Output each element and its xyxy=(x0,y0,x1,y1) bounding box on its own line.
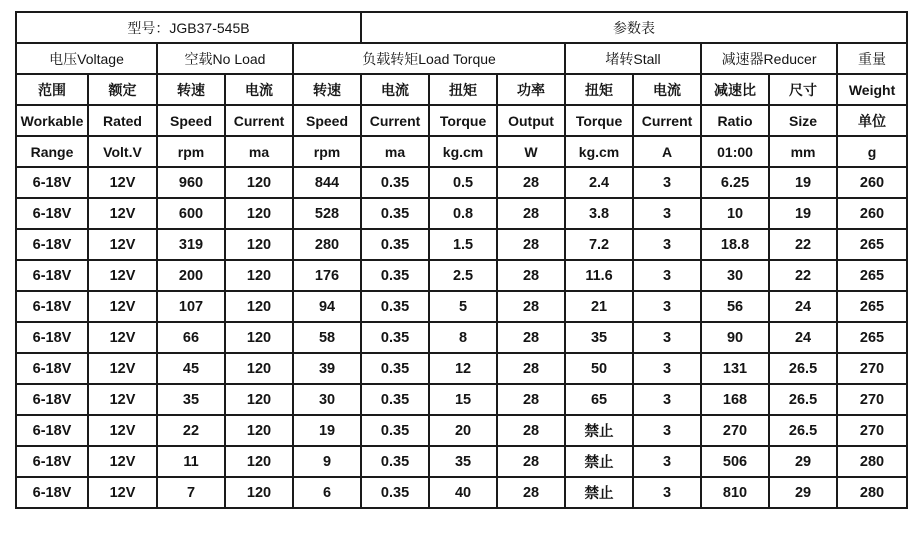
table-cell: 7 xyxy=(157,477,225,508)
table-cell: 506 xyxy=(701,446,769,477)
table-cell: 1.5 xyxy=(429,229,497,260)
table-cell: 禁止 xyxy=(565,477,633,508)
table-cell: 6-18V xyxy=(16,353,88,384)
table-cell: 0.35 xyxy=(361,446,429,477)
header-cell: Weight xyxy=(837,74,907,105)
table-cell: 12 xyxy=(429,353,497,384)
header-cell: 电流 xyxy=(633,74,701,105)
table-cell: 65 xyxy=(565,384,633,415)
table-cell: 58 xyxy=(293,322,361,353)
table-cell: 35 xyxy=(565,322,633,353)
table-cell: 22 xyxy=(769,260,837,291)
table-cell: 265 xyxy=(837,229,907,260)
table-cell: 0.35 xyxy=(361,198,429,229)
table-cell: 0.8 xyxy=(429,198,497,229)
table-cell: 28 xyxy=(497,291,565,322)
table-cell: 107 xyxy=(157,291,225,322)
table-cell: 45 xyxy=(157,353,225,384)
table-row xyxy=(16,446,907,477)
table-cell: 120 xyxy=(225,477,293,508)
header-cell: 转速 xyxy=(157,74,225,105)
table-cell: 19 xyxy=(293,415,361,446)
parameter-table xyxy=(15,11,908,509)
table-cell: 3 xyxy=(633,415,701,446)
table-cell: 禁止 xyxy=(565,415,633,446)
group-voltage: 电压Voltage xyxy=(16,43,157,74)
header-cell: Speed xyxy=(293,105,361,136)
table-cell: 12V xyxy=(88,415,157,446)
table-cell: 7.2 xyxy=(565,229,633,260)
table-cell: 12V xyxy=(88,384,157,415)
table-cell: 28 xyxy=(497,384,565,415)
header-cell: mm xyxy=(769,136,837,167)
table-cell: 270 xyxy=(837,384,907,415)
header-cell: Output xyxy=(497,105,565,136)
group-reducer: 减速器Reducer xyxy=(701,43,837,74)
table-cell: 0.35 xyxy=(361,229,429,260)
model-title: 型号：JGB37-545B xyxy=(16,12,361,43)
table-cell: 176 xyxy=(293,260,361,291)
table-cell: 120 xyxy=(225,415,293,446)
group-header-row xyxy=(16,43,907,74)
table-cell: 26.5 xyxy=(769,384,837,415)
table-cell: 0.35 xyxy=(361,384,429,415)
table-cell: 29 xyxy=(769,477,837,508)
table-cell: 6-18V xyxy=(16,260,88,291)
header-cell: Ratio xyxy=(701,105,769,136)
header-cell: Torque xyxy=(429,105,497,136)
table-cell: 2.4 xyxy=(565,167,633,198)
table-cell: 29 xyxy=(769,446,837,477)
table-cell: 12V xyxy=(88,446,157,477)
table-cell: 3 xyxy=(633,167,701,198)
table-cell: 12V xyxy=(88,291,157,322)
header-cell: Range xyxy=(16,136,88,167)
table-cell: 265 xyxy=(837,291,907,322)
table-cell: 30 xyxy=(293,384,361,415)
table-cell: 28 xyxy=(497,260,565,291)
table-row xyxy=(16,260,907,291)
header-cell: 扭矩 xyxy=(565,74,633,105)
table-cell: 6-18V xyxy=(16,446,88,477)
table-cell: 12V xyxy=(88,322,157,353)
table-cell: 6 xyxy=(293,477,361,508)
table-cell: 94 xyxy=(293,291,361,322)
table-row xyxy=(16,291,907,322)
table-cell: 0.35 xyxy=(361,477,429,508)
header-cell: g xyxy=(837,136,907,167)
table-row xyxy=(16,322,907,353)
table-cell: 12V xyxy=(88,477,157,508)
table-cell: 120 xyxy=(225,384,293,415)
table-cell: 35 xyxy=(429,446,497,477)
column-headers xyxy=(16,74,907,167)
table-cell: 30 xyxy=(701,260,769,291)
table-row xyxy=(16,167,907,198)
table-cell: 28 xyxy=(497,446,565,477)
table-cell: 280 xyxy=(837,477,907,508)
table-cell: 2.5 xyxy=(429,260,497,291)
table-cell: 260 xyxy=(837,167,907,198)
table-cell: 6-18V xyxy=(16,384,88,415)
table-cell: 319 xyxy=(157,229,225,260)
table-cell: 11.6 xyxy=(565,260,633,291)
table-cell: 200 xyxy=(157,260,225,291)
header-cell: ma xyxy=(225,136,293,167)
table-cell: 120 xyxy=(225,322,293,353)
table-cell: 6-18V xyxy=(16,322,88,353)
table-cell: 6-18V xyxy=(16,167,88,198)
table-cell: 120 xyxy=(225,229,293,260)
table-cell: 260 xyxy=(837,198,907,229)
header-cell: 功率 xyxy=(497,74,565,105)
group-no-load: 空载No Load xyxy=(157,43,293,74)
table-row xyxy=(16,229,907,260)
table-cell: 6-18V xyxy=(16,229,88,260)
table-row xyxy=(16,415,907,446)
table-cell: 265 xyxy=(837,322,907,353)
header-cell: 扭矩 xyxy=(429,74,497,105)
table-cell: 3 xyxy=(633,384,701,415)
table-cell: 3.8 xyxy=(565,198,633,229)
table-cell: 禁止 xyxy=(565,446,633,477)
table-cell: 600 xyxy=(157,198,225,229)
header-cell: 额定 xyxy=(88,74,157,105)
table-row xyxy=(16,384,907,415)
table-cell: 28 xyxy=(497,198,565,229)
header-cell: rpm xyxy=(293,136,361,167)
table-cell: 120 xyxy=(225,353,293,384)
table-cell: 960 xyxy=(157,167,225,198)
group-weight: 重量 xyxy=(837,43,907,74)
table-cell: 0.35 xyxy=(361,415,429,446)
header-cell: Torque xyxy=(565,105,633,136)
table-row xyxy=(16,353,907,384)
table-cell: 9 xyxy=(293,446,361,477)
table-cell: 6-18V xyxy=(16,415,88,446)
table-cell: 131 xyxy=(701,353,769,384)
table-cell: 270 xyxy=(837,415,907,446)
title-row xyxy=(16,12,907,43)
table-cell: 120 xyxy=(225,446,293,477)
table-cell: 12V xyxy=(88,353,157,384)
header-cell: rpm xyxy=(157,136,225,167)
table-cell: 11 xyxy=(157,446,225,477)
table-cell: 12V xyxy=(88,229,157,260)
header-cell: 范围 xyxy=(16,74,88,105)
header-cell: 电流 xyxy=(361,74,429,105)
table-cell: 280 xyxy=(293,229,361,260)
header-cell: W xyxy=(497,136,565,167)
header-cell: 单位 xyxy=(837,105,907,136)
spec-table-container xyxy=(15,11,906,509)
table-cell: 6-18V xyxy=(16,198,88,229)
table-cell: 28 xyxy=(497,229,565,260)
table-cell: 3 xyxy=(633,322,701,353)
table-cell: 22 xyxy=(157,415,225,446)
table-cell: 21 xyxy=(565,291,633,322)
table-cell: 90 xyxy=(701,322,769,353)
header-cell: Rated xyxy=(88,105,157,136)
group-load-torque: 负载转矩Load Torque xyxy=(293,43,565,74)
table-cell: 12V xyxy=(88,260,157,291)
header-cell: Volt.V xyxy=(88,136,157,167)
table-cell: 0.35 xyxy=(361,260,429,291)
table-cell: 0.35 xyxy=(361,167,429,198)
table-cell: 40 xyxy=(429,477,497,508)
table-cell: 3 xyxy=(633,260,701,291)
data-rows xyxy=(16,167,907,508)
header-cell: 01:00 xyxy=(701,136,769,167)
table-cell: 15 xyxy=(429,384,497,415)
header-cell: Size xyxy=(769,105,837,136)
table-cell: 50 xyxy=(565,353,633,384)
table-cell: 3 xyxy=(633,229,701,260)
table-cell: 28 xyxy=(497,167,565,198)
table-cell: 3 xyxy=(633,291,701,322)
header-cell: kg.cm xyxy=(429,136,497,167)
table-cell: 26.5 xyxy=(769,353,837,384)
header-row xyxy=(16,136,907,167)
header-cell: A xyxy=(633,136,701,167)
table-cell: 28 xyxy=(497,353,565,384)
table-cell: 6.25 xyxy=(701,167,769,198)
header-cell: 减速比 xyxy=(701,74,769,105)
header-cell: 电流 xyxy=(225,74,293,105)
header-cell: ma xyxy=(361,136,429,167)
table-cell: 18.8 xyxy=(701,229,769,260)
table-cell: 10 xyxy=(701,198,769,229)
table-cell: 120 xyxy=(225,167,293,198)
table-cell: 56 xyxy=(701,291,769,322)
header-row xyxy=(16,105,907,136)
table-cell: 28 xyxy=(497,415,565,446)
header-cell: Current xyxy=(225,105,293,136)
table-cell: 120 xyxy=(225,198,293,229)
header-cell: kg.cm xyxy=(565,136,633,167)
table-cell: 24 xyxy=(769,291,837,322)
table-cell: 22 xyxy=(769,229,837,260)
table-cell: 168 xyxy=(701,384,769,415)
table-cell: 8 xyxy=(429,322,497,353)
table-cell: 3 xyxy=(633,446,701,477)
table-cell: 265 xyxy=(837,260,907,291)
table-cell: 6-18V xyxy=(16,291,88,322)
table-cell: 3 xyxy=(633,353,701,384)
table-cell: 3 xyxy=(633,198,701,229)
table-cell: 0.35 xyxy=(361,322,429,353)
table-cell: 0.35 xyxy=(361,291,429,322)
table-cell: 3 xyxy=(633,477,701,508)
table-cell: 19 xyxy=(769,167,837,198)
table-cell: 844 xyxy=(293,167,361,198)
header-cell: 尺寸 xyxy=(769,74,837,105)
table-title: 参数表 xyxy=(361,12,907,43)
header-cell: Workable xyxy=(16,105,88,136)
table-cell: 28 xyxy=(497,477,565,508)
table-cell: 12V xyxy=(88,167,157,198)
table-cell: 35 xyxy=(157,384,225,415)
table-cell: 20 xyxy=(429,415,497,446)
table-cell: 5 xyxy=(429,291,497,322)
table-cell: 24 xyxy=(769,322,837,353)
table-cell: 66 xyxy=(157,322,225,353)
table-cell: 0.5 xyxy=(429,167,497,198)
table-cell: 280 xyxy=(837,446,907,477)
table-cell: 528 xyxy=(293,198,361,229)
table-cell: 270 xyxy=(701,415,769,446)
header-row xyxy=(16,74,907,105)
table-cell: 12V xyxy=(88,198,157,229)
table-cell: 26.5 xyxy=(769,415,837,446)
table-cell: 0.35 xyxy=(361,353,429,384)
table-cell: 39 xyxy=(293,353,361,384)
group-stall: 堵转Stall xyxy=(565,43,701,74)
table-cell: 270 xyxy=(837,353,907,384)
table-cell: 28 xyxy=(497,322,565,353)
table-cell: 120 xyxy=(225,260,293,291)
table-cell: 19 xyxy=(769,198,837,229)
table-cell: 6-18V xyxy=(16,477,88,508)
header-cell: Current xyxy=(633,105,701,136)
table-cell: 810 xyxy=(701,477,769,508)
header-cell: Speed xyxy=(157,105,225,136)
table-row xyxy=(16,198,907,229)
header-cell: 转速 xyxy=(293,74,361,105)
table-row xyxy=(16,477,907,508)
table-cell: 120 xyxy=(225,291,293,322)
header-cell: Current xyxy=(361,105,429,136)
